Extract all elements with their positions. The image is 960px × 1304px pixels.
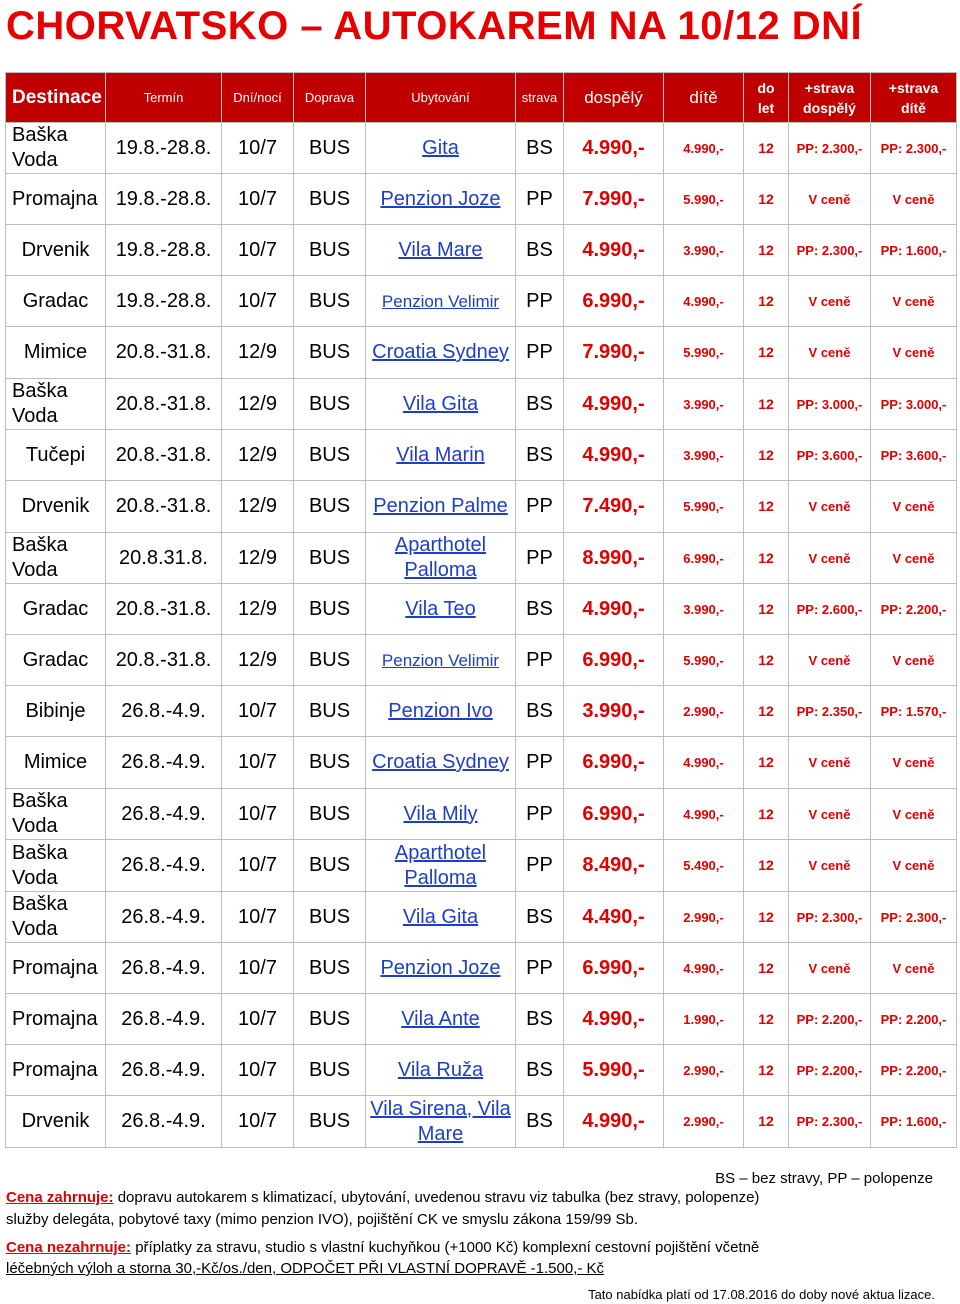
- cell-adult: 3.990,-: [564, 686, 664, 737]
- cell-term: 26.8.-4.9.: [106, 1096, 222, 1148]
- cell-hotel[interactable]: Vila Mily: [366, 789, 516, 840]
- cell-child-board: V ceně: [871, 174, 957, 225]
- cell-adult-board: PP: 2.300,-: [789, 1096, 871, 1148]
- cell-age: 12: [744, 943, 789, 994]
- cell-days: 10/7: [222, 840, 294, 892]
- cell-transport: BUS: [294, 994, 366, 1045]
- cell-adult-board: V ceně: [789, 635, 871, 686]
- table-row: [6, 789, 957, 840]
- cell-hotel[interactable]: Croatia Sydney: [366, 737, 516, 789]
- header-strava-dospely-line2: dospělý: [803, 99, 856, 116]
- cell-hotel[interactable]: Vila Gita: [366, 892, 516, 943]
- cell-board: BS: [516, 430, 564, 481]
- header-strava-dite-line1: +strava: [888, 79, 939, 96]
- cell-dest: Gradac: [6, 635, 106, 686]
- cell-hotel[interactable]: Penzion Joze: [366, 943, 516, 994]
- cell-child: 4.990,-: [664, 276, 744, 327]
- cell-child-board: V ceně: [871, 327, 957, 379]
- cell-adult-board: V ceně: [789, 789, 871, 840]
- cell-child: 5.490,-: [664, 840, 744, 892]
- cell-child-board: V ceně: [871, 276, 957, 327]
- cell-transport: BUS: [294, 276, 366, 327]
- cell-age: 12: [744, 789, 789, 840]
- cell-child: 1.990,-: [664, 994, 744, 1045]
- cell-adult-board: PP: 3.600,-: [789, 430, 871, 481]
- cell-days: 10/7: [222, 994, 294, 1045]
- cell-adult: 4.990,-: [564, 994, 664, 1045]
- cell-child-board: V ceně: [871, 737, 957, 789]
- cell-adult-board: PP: 2.300,-: [789, 892, 871, 943]
- cell-days: 10/7: [222, 943, 294, 994]
- cell-hotel[interactable]: Vila Ante: [366, 994, 516, 1045]
- cell-transport: BUS: [294, 225, 366, 276]
- table-row: [6, 276, 957, 327]
- cell-transport: BUS: [294, 379, 366, 430]
- table-row: [6, 686, 957, 737]
- table-row: [6, 840, 957, 892]
- cell-hotel[interactable]: Vila Gita: [366, 379, 516, 430]
- header-dite: dítě: [664, 73, 744, 123]
- header-destinace: Destinace: [6, 73, 106, 123]
- cell-age: 12: [744, 430, 789, 481]
- cell-age: 12: [744, 635, 789, 686]
- cell-transport: BUS: [294, 584, 366, 635]
- cell-transport: BUS: [294, 1096, 366, 1148]
- table-row: [6, 533, 957, 584]
- cell-term: 19.8.-28.8.: [106, 174, 222, 225]
- cell-term: 20.8.-31.8.: [106, 430, 222, 481]
- cell-transport: BUS: [294, 686, 366, 737]
- included-line-2: služby delegáta, pobytové taxy (mimo penzion IVO), pojištění CK ve smyslu zákona 159/99 Sb.: [6, 1211, 638, 1228]
- cell-board: BS: [516, 686, 564, 737]
- cell-child-board: PP: 2.300,-: [871, 892, 957, 943]
- cell-child: 4.990,-: [664, 789, 744, 840]
- cell-adult: 6.990,-: [564, 635, 664, 686]
- cell-days: 12/9: [222, 533, 294, 584]
- header-do-let: [744, 73, 789, 123]
- cell-board: PP: [516, 276, 564, 327]
- cell-board: BS: [516, 123, 564, 174]
- cell-board: BS: [516, 994, 564, 1045]
- cell-term: 20.8.-31.8.: [106, 379, 222, 430]
- cell-child: 5.990,-: [664, 327, 744, 379]
- cell-board: PP: [516, 789, 564, 840]
- cell-age: 12: [744, 379, 789, 430]
- cell-adult: 4.490,-: [564, 892, 664, 943]
- cell-child-board: V ceně: [871, 840, 957, 892]
- cell-days: 12/9: [222, 635, 294, 686]
- cell-term: 26.8.-4.9.: [106, 892, 222, 943]
- table-row: [6, 635, 957, 686]
- header-strava-dite: [871, 73, 957, 123]
- cell-adult-board: PP: 2.300,-: [789, 225, 871, 276]
- cell-dest: Baška Voda: [6, 892, 106, 943]
- cell-adult: 8.990,-: [564, 533, 664, 584]
- table-row: [6, 225, 957, 276]
- cell-adult-board: PP: 2.300,-: [789, 123, 871, 174]
- cell-child: 6.990,-: [664, 533, 744, 584]
- cell-age: 12: [744, 584, 789, 635]
- header-strava-dospely: [789, 73, 871, 123]
- cell-child-board: PP: 2.300,-: [871, 123, 957, 174]
- cell-days: 12/9: [222, 481, 294, 533]
- cell-term: 26.8.-4.9.: [106, 943, 222, 994]
- cell-age: 12: [744, 1045, 789, 1096]
- cell-age: 12: [744, 481, 789, 533]
- cell-hotel[interactable]: Vila Sirena, Vila Mare: [366, 1096, 516, 1148]
- table-row: [6, 481, 957, 533]
- cell-hotel[interactable]: Vila Marin: [366, 430, 516, 481]
- table-row: [6, 379, 957, 430]
- cell-adult-board: V ceně: [789, 533, 871, 584]
- excluded-line-2: léčebných výloh a storna 30,-Kč/os./den, ODPOČET PŘI VLASTNÍ DOPRAVĚ -1.500,- Kč: [6, 1260, 605, 1277]
- cell-dest: Baška Voda: [6, 379, 106, 430]
- cell-days: 12/9: [222, 584, 294, 635]
- cell-age: 12: [744, 225, 789, 276]
- cell-board: BS: [516, 225, 564, 276]
- table-row: [6, 123, 957, 174]
- cell-transport: BUS: [294, 533, 366, 584]
- cell-adult-board: V ceně: [789, 840, 871, 892]
- cell-term: 20.8.-31.8.: [106, 635, 222, 686]
- included-line-1: [6, 1189, 759, 1206]
- cell-dest: Baška Voda: [6, 123, 106, 174]
- cell-transport: BUS: [294, 174, 366, 225]
- cell-child: 4.990,-: [664, 737, 744, 789]
- cell-transport: BUS: [294, 840, 366, 892]
- cell-board: BS: [516, 892, 564, 943]
- cell-age: 12: [744, 892, 789, 943]
- cell-dest: Drvenik: [6, 481, 106, 533]
- cell-board: PP: [516, 635, 564, 686]
- table-row: [6, 430, 957, 481]
- cell-adult-board: V ceně: [789, 737, 871, 789]
- cell-term: 26.8.-4.9.: [106, 737, 222, 789]
- cell-age: 12: [744, 840, 789, 892]
- board-legend: BS – bez stravy, PP – polopenze: [715, 1170, 933, 1187]
- cell-adult-board: V ceně: [789, 174, 871, 225]
- cell-board: BS: [516, 1096, 564, 1148]
- cell-days: 12/9: [222, 327, 294, 379]
- cell-hotel[interactable]: Croatia Sydney: [366, 327, 516, 379]
- cell-adult-board: V ceně: [789, 276, 871, 327]
- header-ubytovani: Ubytování: [366, 73, 516, 123]
- cell-child: 2.990,-: [664, 686, 744, 737]
- cell-dest: Gradac: [6, 584, 106, 635]
- cell-hotel[interactable]: Vila Ruža: [366, 1045, 516, 1096]
- cell-child-board: V ceně: [871, 533, 957, 584]
- cell-dest: Promajna: [6, 1045, 106, 1096]
- cell-child-board: PP: 2.200,-: [871, 584, 957, 635]
- cell-hotel[interactable]: Aparthotel Palloma: [366, 533, 516, 584]
- cell-board: BS: [516, 379, 564, 430]
- cell-child: 2.990,-: [664, 892, 744, 943]
- cell-transport: BUS: [294, 1045, 366, 1096]
- cell-child-board: V ceně: [871, 943, 957, 994]
- cell-adult-board: V ceně: [789, 481, 871, 533]
- cell-adult: 6.990,-: [564, 737, 664, 789]
- cell-age: 12: [744, 327, 789, 379]
- header-do-let-line2: let: [757, 99, 775, 116]
- cell-days: 10/7: [222, 686, 294, 737]
- cell-child: 4.990,-: [664, 123, 744, 174]
- cell-board: PP: [516, 840, 564, 892]
- cell-transport: BUS: [294, 789, 366, 840]
- cell-adult: 8.490,-: [564, 840, 664, 892]
- table-row: [6, 584, 957, 635]
- cell-board: BS: [516, 1045, 564, 1096]
- cell-child-board: PP: 1.570,-: [871, 686, 957, 737]
- cell-adult: 4.990,-: [564, 1096, 664, 1148]
- cell-board: PP: [516, 481, 564, 533]
- cell-dest: Mimice: [6, 737, 106, 789]
- cell-days: 10/7: [222, 174, 294, 225]
- price-table: [5, 72, 957, 1148]
- cell-days: 10/7: [222, 1045, 294, 1096]
- table-row: [6, 943, 957, 994]
- cell-days: 10/7: [222, 123, 294, 174]
- cell-dest: Bibinje: [6, 686, 106, 737]
- cell-dest: Promajna: [6, 994, 106, 1045]
- header-strava-dospely-line1: +strava: [804, 79, 855, 96]
- cell-hotel[interactable]: Gita: [366, 123, 516, 174]
- header-termin: Termín: [106, 73, 222, 123]
- cell-age: 12: [744, 533, 789, 584]
- cell-transport: BUS: [294, 481, 366, 533]
- cell-term: 20.8.-31.8.: [106, 584, 222, 635]
- table-row: [6, 892, 957, 943]
- cell-adult: 6.990,-: [564, 943, 664, 994]
- table-row: [6, 1096, 957, 1148]
- cell-transport: BUS: [294, 635, 366, 686]
- cell-dest: Promajna: [6, 943, 106, 994]
- cell-days: 12/9: [222, 379, 294, 430]
- cell-transport: BUS: [294, 737, 366, 789]
- cell-hotel[interactable]: Penzion Velimir: [366, 635, 516, 686]
- cell-hotel[interactable]: Penzion Palme: [366, 481, 516, 533]
- cell-child: 5.990,-: [664, 174, 744, 225]
- table-row: [6, 174, 957, 225]
- cell-adult-board: PP: 3.000,-: [789, 379, 871, 430]
- cell-adult: 5.990,-: [564, 1045, 664, 1096]
- table-row: [6, 994, 957, 1045]
- cell-adult-board: PP: 2.350,-: [789, 686, 871, 737]
- cell-age: 12: [744, 1096, 789, 1148]
- cell-hotel[interactable]: Vila Teo: [366, 584, 516, 635]
- cell-adult: 6.990,-: [564, 276, 664, 327]
- cell-adult: 4.990,-: [564, 584, 664, 635]
- cell-child-board: PP: 2.200,-: [871, 994, 957, 1045]
- cell-child-board: V ceně: [871, 481, 957, 533]
- table-row: [6, 327, 957, 379]
- cell-term: 26.8.-4.9.: [106, 840, 222, 892]
- cell-adult: 4.990,-: [564, 123, 664, 174]
- excluded-label: Cena nezahrnuje:: [6, 1239, 132, 1256]
- header-doprava: Doprava: [294, 73, 366, 123]
- cell-child-board: PP: 1.600,-: [871, 1096, 957, 1148]
- cell-days: 10/7: [222, 737, 294, 789]
- cell-days: 10/7: [222, 892, 294, 943]
- cell-days: 12/9: [222, 430, 294, 481]
- cell-child: 3.990,-: [664, 379, 744, 430]
- cell-transport: BUS: [294, 892, 366, 943]
- cell-board: BS: [516, 584, 564, 635]
- cell-dest: Tučepi: [6, 430, 106, 481]
- cell-adult: 7.990,-: [564, 327, 664, 379]
- cell-age: 12: [744, 123, 789, 174]
- header-do-let-line1: do: [757, 79, 775, 96]
- cell-dest: Gradac: [6, 276, 106, 327]
- cell-adult: 4.990,-: [564, 430, 664, 481]
- cell-term: 19.8.-28.8.: [106, 225, 222, 276]
- validity-note: Tato nabídka platí od 17.08.2016 do doby nové aktua lizace.: [588, 1287, 935, 1302]
- cell-child-board: V ceně: [871, 635, 957, 686]
- cell-board: PP: [516, 533, 564, 584]
- cell-adult-board: PP: 2.600,-: [789, 584, 871, 635]
- cell-adult: 6.990,-: [564, 789, 664, 840]
- cell-child: 5.990,-: [664, 481, 744, 533]
- table-row: [6, 1045, 957, 1096]
- cell-dest: Mimice: [6, 327, 106, 379]
- header-dospely: dospělý: [564, 73, 664, 123]
- cell-term: 26.8.-4.9.: [106, 1045, 222, 1096]
- table-body: [6, 123, 957, 1148]
- included-text-1: dopravu autokarem s klimatizací, ubytování, uvedenou stravu viz tabulka (bez stravy, polopenze): [117, 1189, 760, 1206]
- cell-child-board: PP: 2.200,-: [871, 1045, 957, 1096]
- cell-age: 12: [744, 686, 789, 737]
- cell-child: 3.990,-: [664, 225, 744, 276]
- cell-term: 20.8.-31.8.: [106, 327, 222, 379]
- cell-hotel[interactable]: Penzion Ivo: [366, 686, 516, 737]
- cell-dest: Drvenik: [6, 1096, 106, 1148]
- cell-days: 10/7: [222, 789, 294, 840]
- cell-term: 20.8.31.8.: [106, 533, 222, 584]
- cell-dest: Baška Voda: [6, 789, 106, 840]
- cell-term: 20.8.-31.8.: [106, 481, 222, 533]
- cell-term: 26.8.-4.9.: [106, 994, 222, 1045]
- cell-child: 3.990,-: [664, 430, 744, 481]
- cell-transport: BUS: [294, 123, 366, 174]
- cell-child: 2.990,-: [664, 1045, 744, 1096]
- excluded-line-1: [6, 1239, 759, 1256]
- cell-hotel[interactable]: Aparthotel Palloma: [366, 840, 516, 892]
- header-strava-dite-line2: dítě: [901, 99, 926, 116]
- cell-board: PP: [516, 943, 564, 994]
- header-strava: strava: [516, 73, 564, 123]
- cell-transport: BUS: [294, 430, 366, 481]
- cell-days: 10/7: [222, 1096, 294, 1148]
- page-title: CHORVATSKO – AUTOKAREM NA 10/12 DNÍ: [6, 4, 863, 48]
- cell-transport: BUS: [294, 327, 366, 379]
- cell-age: 12: [744, 276, 789, 327]
- cell-hotel[interactable]: Penzion Joze: [366, 174, 516, 225]
- cell-age: 12: [744, 994, 789, 1045]
- cell-hotel[interactable]: Vila Mare: [366, 225, 516, 276]
- cell-adult: 7.490,-: [564, 481, 664, 533]
- cell-child: 5.990,-: [664, 635, 744, 686]
- excluded-text-1: příplatky za stravu, studio s vlastní kuchyňkou (+1000 Kč) komplexní cestovní pojištění včetně: [135, 1239, 760, 1256]
- header-dni-noci: Dní/nocí: [222, 73, 294, 123]
- cell-child-board: PP: 3.600,-: [871, 430, 957, 481]
- cell-adult-board: PP: 2.200,-: [789, 1045, 871, 1096]
- cell-child-board: V ceně: [871, 789, 957, 840]
- cell-transport: BUS: [294, 943, 366, 994]
- included-label: Cena zahrnuje:: [6, 1189, 114, 1206]
- table-header-row: [6, 73, 957, 123]
- table-row: [6, 737, 957, 789]
- cell-dest: Baška Voda: [6, 840, 106, 892]
- cell-term: 19.8.-28.8.: [106, 276, 222, 327]
- cell-child: 2.990,-: [664, 1096, 744, 1148]
- cell-board: PP: [516, 737, 564, 789]
- cell-adult: 7.990,-: [564, 174, 664, 225]
- cell-age: 12: [744, 737, 789, 789]
- cell-term: 19.8.-28.8.: [106, 123, 222, 174]
- cell-adult-board: V ceně: [789, 943, 871, 994]
- cell-adult: 4.990,-: [564, 225, 664, 276]
- cell-child: 3.990,-: [664, 584, 744, 635]
- cell-dest: Baška Voda: [6, 533, 106, 584]
- cell-adult: 4.990,-: [564, 379, 664, 430]
- cell-dest: Drvenik: [6, 225, 106, 276]
- cell-term: 26.8.-4.9.: [106, 789, 222, 840]
- cell-adult-board: PP: 2.200,-: [789, 994, 871, 1045]
- cell-age: 12: [744, 174, 789, 225]
- cell-child-board: PP: 3.000,-: [871, 379, 957, 430]
- cell-child: 4.990,-: [664, 943, 744, 994]
- cell-dest: Promajna: [6, 174, 106, 225]
- cell-hotel[interactable]: Penzion Velimir: [366, 276, 516, 327]
- cell-board: PP: [516, 174, 564, 225]
- cell-board: PP: [516, 327, 564, 379]
- cell-child-board: PP: 1.600,-: [871, 225, 957, 276]
- cell-term: 26.8.-4.9.: [106, 686, 222, 737]
- cell-days: 10/7: [222, 276, 294, 327]
- cell-days: 10/7: [222, 225, 294, 276]
- cell-adult-board: V ceně: [789, 327, 871, 379]
